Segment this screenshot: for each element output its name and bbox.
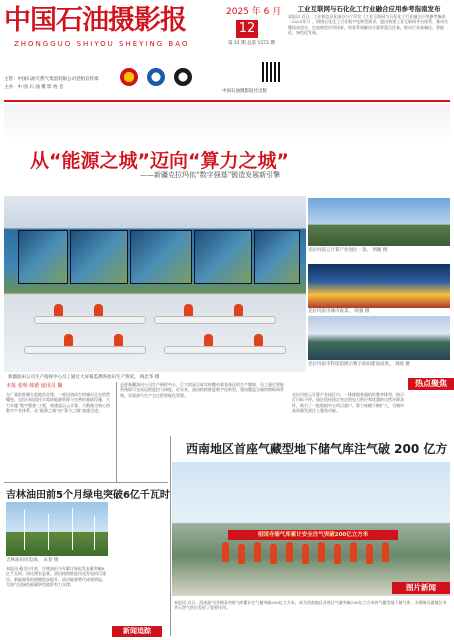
brief-body-column: 本报讯 截至5月底，吉林油田今年累计绿电发电量突破6亿千瓦时，同比增长显著。油田持续推进风光发电项目建设，新能源装机规模稳步提升，清洁能源替代成效明显，为油气田绿色低碳转型提供有力支撑。 (6, 566, 106, 588)
video-wall-screen (254, 230, 300, 284)
qr-code-icon[interactable] (262, 62, 282, 82)
console-desk (24, 346, 146, 354)
operator-figure (114, 334, 123, 346)
operator-figure (64, 334, 73, 346)
brief-headline[interactable]: 吉林油田前5个月绿电突破6亿千瓦时 (6, 490, 170, 501)
worker-figure (238, 544, 245, 564)
brief-body-column-2 (112, 500, 168, 622)
side-photo[interactable] (308, 264, 450, 308)
top-right-body: 本报讯 近日，工业和信息化部办公厅印发《工业互联网与石化化工行业融合应用参考指南（2025年）》，围绕石化化工行业数字化转型需求，提出构建工业互联网平台体系、推动关键技术攻关、打造典型应用场景、培育系统解决方案等重点任务，推动行业高端化、智能化、绿色化发展。 (288, 14, 449, 35)
video-wall-screen (70, 230, 128, 284)
video-wall-screen (130, 230, 192, 284)
worker-figure (254, 542, 261, 562)
operator-figure (234, 304, 243, 316)
section-divider (4, 482, 168, 483)
worker-figure (382, 542, 389, 562)
wind-farm-caption: 吉林油田风电场。 宋春 摄 (6, 558, 59, 563)
lead-body-column: 走进新疆油田公司生产指挥中心，巨大的显示屏实时跳动着各油区的生产数据，员工通过智能系统即可完成远程监控与调度。近年来，油田持续推进数字化转型，建成覆盖全域的物联网系统，实现油气生产全过程智能化管理。 (120, 382, 284, 398)
video-wall-screen (18, 230, 68, 284)
console-desk (164, 346, 286, 354)
masthead-sponsor: 主管：中国石油天然气集团有限公司党组宣传部 (4, 77, 99, 82)
turbine-tower (24, 510, 25, 550)
qr-caption: 中国石油摄影报社出版 (222, 89, 267, 94)
worker-figure (270, 544, 277, 564)
gas-storage-photo[interactable] (172, 462, 450, 596)
operator-figure (184, 304, 193, 316)
masthead-band (4, 104, 450, 140)
masthead-divider (4, 100, 450, 102)
side-photo-caption: 克拉玛依市城市夜景。 韩强 摄 (308, 309, 370, 314)
main-photo[interactable] (4, 196, 306, 372)
lead-subhead: ——新疆克拉玛依“数字强基”锻造发展新引擎 (140, 171, 281, 179)
video-wall-screen (194, 230, 252, 284)
operator-figure (254, 334, 263, 346)
lead-body-column: 在广袤的准噶尔盆地西北缘，一座因油而生的城市正在悄然蝶变。克拉玛依依托丰富的能源资源与完善的基础设施，大力实施“数字强基”工程，构建起以云计算、大数据为核心的数字产业体系，从“能源之城”向“算力之城”加速迈进。 (6, 392, 111, 414)
turbine-tower (72, 508, 73, 550)
society-logo-icon (174, 68, 192, 86)
worker-figure (366, 544, 373, 564)
turbine-tower (48, 514, 49, 550)
cnpc-logo-icon (120, 68, 138, 86)
worker-figure (334, 544, 341, 564)
side-photo[interactable] (308, 316, 450, 360)
worker-figure (350, 542, 357, 562)
operator-figure (54, 304, 63, 316)
worker-figure (302, 544, 309, 564)
lead-body-column: 克拉玛依云计算产业园区内，一排排服务器机柜整齐排列，指示灯闪烁不停。园区依托稳定充足的电力供应和优越的自然冷源条件，吸引了一批数据中心项目落户，算力规模不断扩大，为城市高质量发展注入强劲动能。 (292, 392, 404, 414)
picture-news-tag[interactable]: 图片新闻 (392, 582, 450, 594)
gas-body: 本报讯 近日，西南油气田相国寺储气库累计注气量突破200亿立方米，成为西南地区首座注气量突破200亿立方米的气藏型地下储气库，为保障川渝地区冬季天然气供应发挥了重要作用。 (174, 600, 447, 611)
console-desk (154, 316, 276, 324)
issue-date: 2025 年 6 月 (226, 7, 282, 17)
column-divider (170, 436, 171, 636)
masthead-publisher: 主办：中 国 石 油 摄 影 协 会 (4, 85, 64, 90)
gas-headline[interactable]: 西南地区首座气藏型地下储气库注气破 200 亿方 (186, 442, 448, 456)
hotspot-tag[interactable]: 热点聚焦 (408, 378, 454, 390)
logo-row (120, 68, 230, 90)
worker-figure (318, 542, 325, 562)
column-divider (116, 382, 117, 482)
masthead-title: 中国石油摄影报 (4, 5, 186, 36)
lead-author: 本报 张明 韩德 通讯员 魏 (6, 383, 63, 389)
masthead-info (4, 76, 99, 92)
issue-day: 12 (236, 20, 258, 38)
side-photo-caption: 克拉玛依云计算产业园区一景。 周颖 摄 (308, 248, 388, 253)
top-right-headline[interactable]: 工业互联网与石化化工行业融合应用参考指南发布 (297, 5, 441, 13)
side-photo[interactable] (308, 198, 450, 246)
operator-figure (94, 304, 103, 316)
operator-figure (204, 334, 213, 346)
worker-figure (222, 542, 229, 562)
masthead-pinyin: ZHONGGUO SHIYOU SHEYING BAO (14, 40, 190, 48)
celebration-banner: 相国寺储气库累计安全注气突破200亿立方米 (228, 530, 398, 540)
association-logo-icon (147, 68, 165, 86)
turbine-tower (94, 516, 95, 550)
lead-headline[interactable]: 从“能源之城”迈向“算力之城” (30, 150, 289, 172)
news-tracking-tag[interactable]: 新闻追踪 (112, 626, 162, 637)
console-desk (34, 316, 146, 324)
side-photo-caption: 克拉玛依市科技馆展示数字油田建设成果。 刘晓 摄 (308, 362, 410, 367)
issue-number: 第 31 期 总第 1572 期 (228, 41, 275, 46)
worker-figure (286, 542, 293, 562)
wind-farm-photo[interactable] (6, 502, 108, 556)
main-photo-caption: 新疆油田公司生产指挥中心员工通过大屏幕监测各油田生产情况。 梅忠华 摄 (8, 375, 160, 380)
